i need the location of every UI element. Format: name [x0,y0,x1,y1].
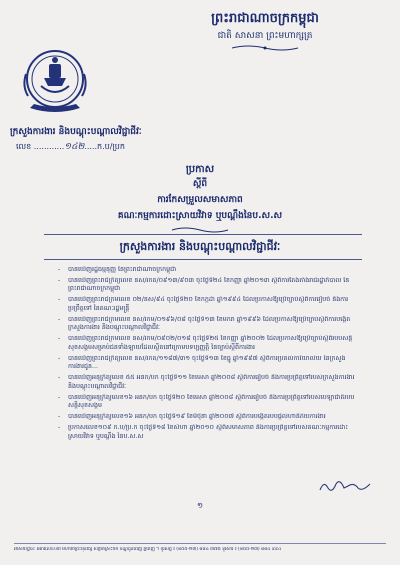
list-item: - ប្រកាសលេខ១០៩ ក.ប/ប្រ.ក ចុះថ្ងៃទី១៨ ខែសីហា ឆ្នាំ២០១០ ស្ដីពីសមាសភាព និងការប្រព្រឹត្តទៅរបស់គណៈកម្មការដោះស្រាយវិវាទ ឬបណ្ដឹង នៃប.ស.ស [58,424,358,441]
heading-rule-bottom [44,259,362,260]
heading-rule-top [44,234,362,235]
signature-mark-icon [318,478,372,494]
reference-number: ១៤២ [64,142,85,152]
document-type: ប្រកាស [185,164,215,175]
vistas-list [58,266,358,444]
list-item: - បានឃើញព្រះរាជក្រឹត្យលេខ នស/រកត/០៩១៣/៩០៣ ចុះថ្ងៃទី២៤ ខែកញ្ញា ឆ្នាំ២០១៣ ស្ដីពីការតែងតាំងរាជរដ្ឋាភិបាល នៃព្រះរាជាណាចក្រកម្ពុជា [58,277,358,294]
document-subject-word: ស្តីពី [192,179,208,189]
ministry-name: ក្រសួងការងារ និងបណ្ដុះបណ្ដាលវិជ្ជាជីវៈ [10,127,142,137]
document-title-line2: គណៈកម្មការដោះស្រាយវិវាទ ឬបណ្ដឹងនៃប.ស.ស [117,211,283,221]
title-ornament-icon [170,226,230,234]
footer-address: អាសយដ្ឋាន: អគារលេខ០៣ មហាវិថីព្រះមុនីវង្ស សង្កាត់ស្រះចក ខណ្ឌដូនពេញ ភ្នំពេញ ។ ទូរស័ព្ទ ៖ (៨៥៥-២៣) ៨៨៤ ៣៧៥ ទូរសារ ៖ (៨៥៥-២៣) ៨៨៤ ៩៩៤ [14,547,282,552]
section-heading: ក្រសួងការងារ និងបណ្ដុះបណ្ដាលវិជ្ជាជីវៈ [119,240,281,253]
page-number: ១ [196,501,204,510]
list-item: - បានឃើញអនុក្រឹត្យលេខ១៦ អនក/បក ចុះថ្ងៃទី២០ ខែមេសា ឆ្នាំ២០០៨ ស្ដីពីការរៀបចំ និងការប្រព្រឹត្តទៅរបស់បេឡាជាតិរបបសន្តិសុខសង្គម [58,394,358,411]
national-motto: ជាតិ សាសនា ព្រះមហាក្សត្រ [217,31,313,41]
list-item: - បានឃើញព្រះរាជក្រឹត្យលេខ នស/រកត/១១៨៧/៣១ ចុះថ្ងៃទី១៣ ខែធ្នូ ឆ្នាំ១៩៩៧ ស្ដីពីការប្រគល់ការិយាល័យ នៃក្រសួងការងារជូន... [58,355,358,372]
reference-line [16,141,125,154]
ornament-divider-icon [230,44,300,52]
kingdom-title: ព្រះរាជាណាចក្រកម្ពុជា [211,11,319,26]
list-item: - បានឃើញអនុក្រឹត្យលេខ ៥៥ អនក/បក ចុះថ្ងៃទី១១ ខែមេសា ឆ្នាំ២០០៨ ស្ដីពីការរៀបចំ និងការប្រព្រឹត្តទៅរបស់ក្រសួងការងារ និងបណ្ដុះបណ្ដាលវិជ្ជាជីវៈ [58,374,358,391]
reference-suffix: .....ក.ប/ប្រក [84,142,125,151]
list-item: - បានឃើញរដ្ឋធម្មនុញ្ញ នៃព្រះរាជាណាចក្រកម្ពុជា [58,266,358,275]
ministry-emblem-icon [16,46,94,118]
reference-label: លេខ ............ [16,142,65,151]
list-item: - បានឃើញព្រះរាជក្រមលេខ នស/រកម/០៩០២/០១៨ ចុះថ្ងៃទី២៥ ខែកញ្ញា ឆ្នាំ២០០២ ដែលប្រកាសឱ្យប្រើច្បាប់ស្ដីពីរបបសន្តិសុខសង្គមសម្រាប់ជនទាំងឡាយដែលស្ថិតនៅក្រោមបទប្បញ្ញត្តិ នៃច្បាប់ស្ដីពីការងារ [58,335,358,352]
footer-rule [14,543,386,544]
document-title-line1: ការកែសម្រួលសមាសភាព [157,195,243,205]
list-item: - បានឃើញព្រះរាជក្រមលេខ នស/រកម/០១៩៦/០៨ ចុះថ្ងៃទី១៣ ខែមករា ឆ្នាំ១៩៩៦ ដែលប្រកាសឱ្យប្រើច្បាប់ស្ដីពីការបង្កើតក្រសួងការងារ និងបណ្ដុះបណ្ដាលវិជ្ជាជីវៈ [58,316,358,333]
list-item: - បានឃើញអនុក្រឹត្យលេខ១៦ អនក/បក ចុះថ្ងៃទី១៩ ខែមិថុនា ឆ្នាំ២០០៧ ស្ដីពីការបង្កើតរបបផ្ដល់ហានិភ័យការងារ [58,413,358,422]
list-item: - បានឃើញព្រះរាជក្រមលេខ ០២/នស/៩៤ ចុះថ្ងៃទី២០ ខែកក្កដា ឆ្នាំ១៩៩៤ ដែលប្រកាសឱ្យប្រើច្បាប់ស្ដីពីការរៀបចំ និងការប្រព្រឹត្តទៅ នៃគណៈរដ្ឋមន្ត្រី [58,296,358,313]
